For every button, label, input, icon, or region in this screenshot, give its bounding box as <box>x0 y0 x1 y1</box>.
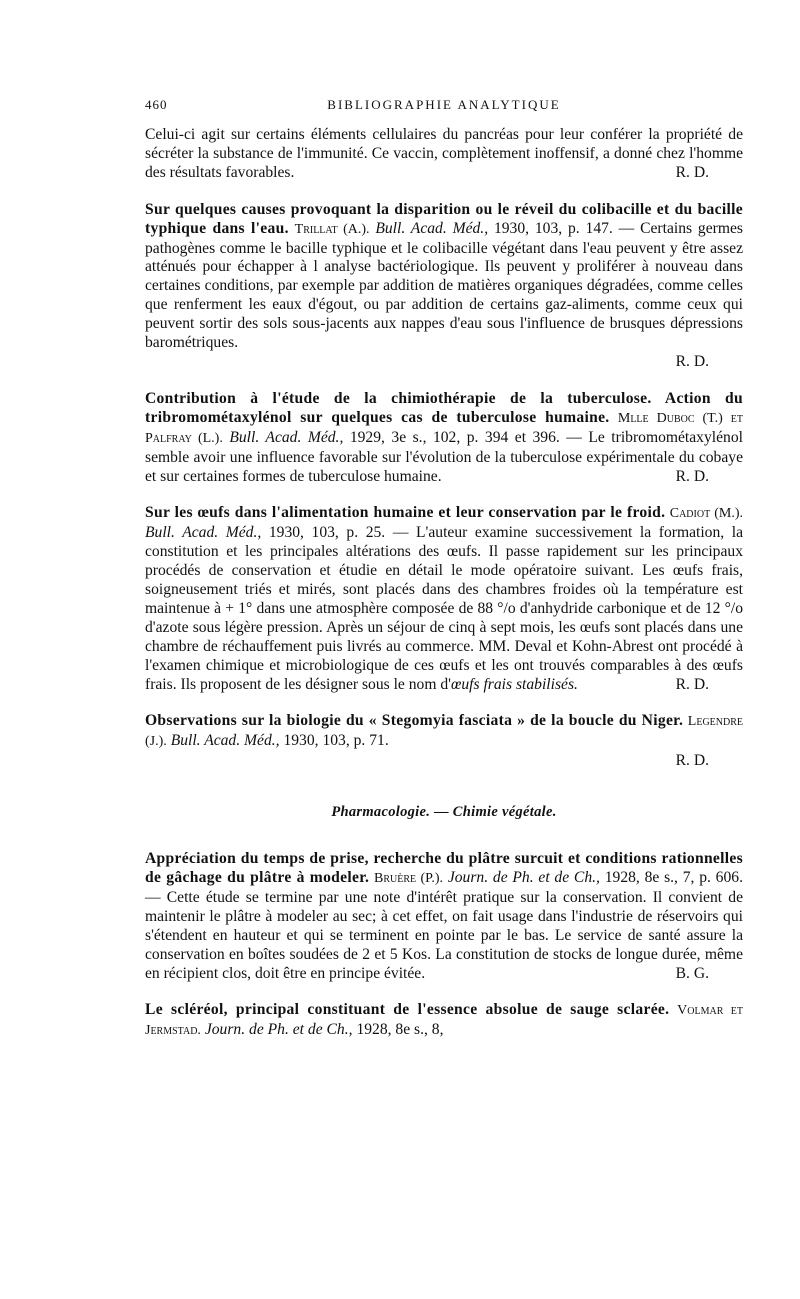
citation: 1928, 8e s., 8, <box>356 1021 444 1039</box>
entry-authors: Volmar et Jermstad. <box>145 1003 743 1039</box>
entry-authors: Legendre (J.). <box>145 714 743 750</box>
abstract-body: — Certains germes pathogènes comme le bacille typhique et le colibacille végétant dans l'eau peuvent y être assez atténués pour échapper à l analyse bactériologique. Ils peuvent y proliférer à nouveau dans certaines conditions, par exemple par addition de matières organiques dégradées, comme celles que renferment les eaux d'égout, ou par addition de certains gaz-aliments, comme ceux qui peuvent sortir des sols sous-jacents aux nappes d'eau sous l'influence de brusques dépressions barométriques. <box>145 219 743 352</box>
abstract-body: — Le tribromométaxylénol semble avoir une influence favorable sur l'évolution de la tuberculose expérimentale du cobaye et sur certaines formes de tuberculose humaine. <box>145 428 743 485</box>
entry-authors: Bruère (P.). <box>374 871 444 886</box>
abstract-entry <box>145 201 743 372</box>
abstract-text <box>145 850 743 983</box>
entry-authors: Cadiot (M.). <box>669 506 744 522</box>
entry-authors: Mlle Duboc (T.) et Palfray (L.). <box>145 410 743 446</box>
entry-title: Observations sur la biologie du « Stegomyia fasciata » de la boucle du Niger. <box>145 712 684 730</box>
journal-ref: Journ. de Ph. et de Ch., <box>204 1021 353 1039</box>
citation: 1930, 103, p. 25. <box>268 524 386 542</box>
journal-ref: Journ. de Ph. et de Ch., <box>447 869 600 886</box>
abstract-entry <box>145 850 743 983</box>
signature: R. D. <box>675 752 709 770</box>
signature: B. G. <box>675 964 709 982</box>
citation: 1928, 8e s., 7, p. 606. <box>604 869 743 886</box>
abstract-text <box>145 504 743 694</box>
signature: R. D. <box>675 467 709 485</box>
entry-authors: Trillat (A.). <box>294 221 370 237</box>
abstract-entry <box>145 1001 743 1041</box>
abstract-entry <box>145 712 743 771</box>
abstract-text: Celui-ci agit sur certains éléments cellulaires du pancréas pour leur conférer la propriété de sécréter la substance de l'immunité. Ce vaccin, complètement inoffensif, a donné chez l'homme des résultats favorables. R. D. <box>145 126 743 181</box>
abstract-text <box>145 201 743 353</box>
abstract-body: — Cette étude se termine par une note d'intérêt pratique sur la conservation. Il convient de maintenir le plâtre à modeler au sec; à cet effet, on fait usage dans l'industrie de réservoirs qui s'étendent en hauteur et qui se terminent en pointe par le bas. Le service de santé assure la conservation en boîtes soudées de 2 et 5 Kos. La constitution de stocks de longue durée, même en récipient clos, doit être en principe évitée. <box>145 888 743 982</box>
citation: 1930, 103, p. 71. <box>283 732 389 750</box>
abstract-entry <box>145 390 743 487</box>
entry-title: Appréciation du temps de prise, recherche du plâtre surcuit et conditions rationnelles de gâchage du plâtre à modeler. <box>145 850 743 886</box>
italic-term: œufs frais stabilisés. <box>450 675 578 693</box>
journal-ref: Bull. Acad. Méd., <box>170 732 280 750</box>
entry-title: Le scléréol, principal constituant de l'essence absolue de sauge sclarée. <box>145 1001 670 1019</box>
signature: R. D. <box>675 352 709 370</box>
entry-title: Contribution à l'étude de la chimiothérapie de la tuberculose. Action du tribromométaxylénol sur quelques cas de tuberculose humaine. <box>145 389 743 426</box>
journal-ref: Bull. Acad. Méd., <box>145 524 262 542</box>
abstract-entry <box>145 504 743 694</box>
signature: R. D. <box>675 163 709 181</box>
abstract-body: — L'auteur examine successivement la formation, la constitution et les principales altérations des œufs. Il passe rapidement sur les principaux procédés de conservation et étudie en détail le mode opératoire suivant. Les œufs frais, soigneusement triés et mirés, sont placés dans des chambres froides où la température est maintenue à + 1° dans une atmosphère composée de 88 °/o d'anhydride carbonique et de 12 °/o d'azote sous légère pression. Après un séjour de cinq à sept mois, les œufs sont placés dans une chambre de réchauffement puis livrés au commerce. MM. Deval et Kohn-Abrest ont procédé à l'examen chimique et microbiologique de ces œufs et les ont trouvés comparables à des œufs frais. Ils proposent de les désigner sous le nom d' <box>145 524 744 693</box>
journal-ref: Bull. Acad. Méd., <box>229 428 344 446</box>
citation: 1929, 3e s., 102, p. 394 et 396. <box>349 428 560 446</box>
entry-title: Sur quelques causes provoquant la disparition ou le réveil du colibacille et du bacille typhique dans l'eau. <box>145 200 743 237</box>
abstract-entry <box>145 126 743 183</box>
running-title: BIBLIOGRAPHIE ANALYTIQUE <box>327 97 561 112</box>
citation: 1930, 103, p. 147. <box>493 219 613 237</box>
entry-title: Sur les œufs dans l'alimentation humaine et leur conservation par le froid. <box>145 504 666 522</box>
section-heading: Pharmacologie. — Chimie végétale. <box>331 804 557 821</box>
page <box>145 96 743 1041</box>
signature: R. D. <box>675 675 709 693</box>
journal-ref: Bull. Acad. Méd., <box>375 219 489 237</box>
running-head: 460 BIBLIOGRAPHIE ANALYTIQUE <box>145 96 743 122</box>
abstract-text <box>145 712 743 752</box>
abstract-text <box>145 390 743 487</box>
abstract-text <box>145 1001 743 1041</box>
